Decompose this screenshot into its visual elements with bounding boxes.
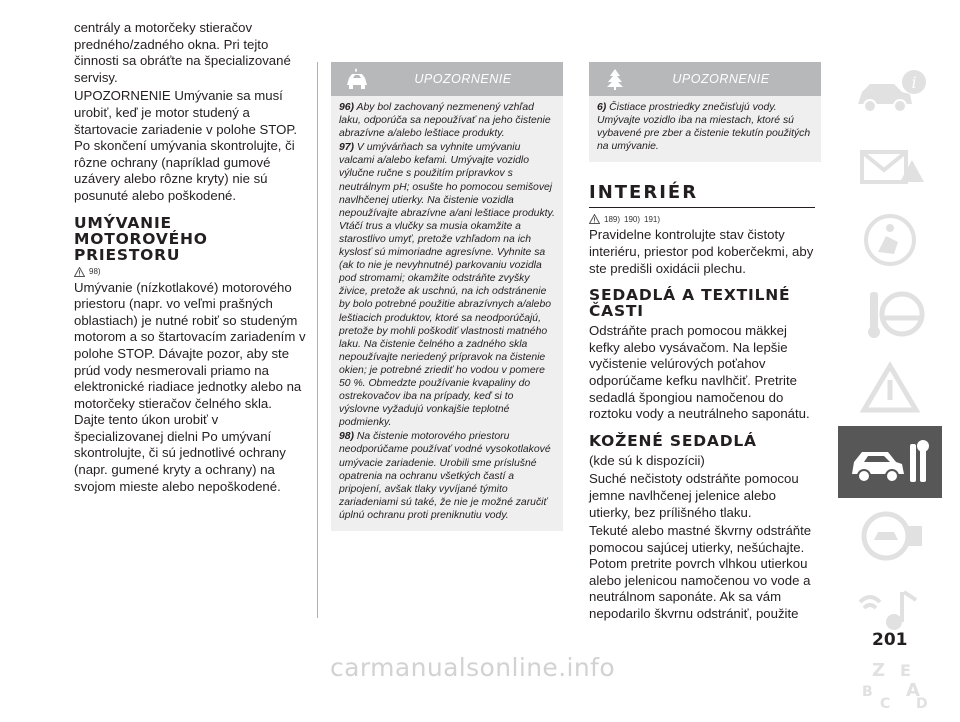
car-specs-icon [850, 508, 930, 564]
svg-text:D: D [916, 696, 928, 712]
warning-item-number: 96) [339, 102, 355, 113]
tab-dashboard-warnings[interactable] [838, 130, 942, 202]
tab-starting-driving[interactable] [838, 278, 942, 350]
car-fire-warning-icon [331, 67, 383, 91]
tab-maintenance[interactable] [838, 426, 942, 498]
reference-number: 191) [644, 214, 661, 224]
svg-text:C: C [880, 696, 891, 712]
warning-box [331, 62, 563, 531]
warning-item-text: Čistiace prostriedky znečisťujú vody. Umývajte vozidlo iba na miestach, ktoré sú vybavené pre zber a čistenie tekutín použitých na umývanie. [597, 102, 811, 153]
main-title-interior: INTERIÉR [589, 182, 815, 208]
car-info-icon [850, 64, 930, 120]
warning-item [339, 141, 555, 429]
warning-item-number: 98) [339, 431, 355, 443]
reference-number: 190) [624, 214, 641, 224]
left-column [74, 20, 306, 497]
warning-header [589, 62, 821, 96]
svg-text:E: E [900, 661, 911, 680]
warning-item-number: 97) [339, 142, 355, 154]
intro-paragraph: UPOZORNENIE Umývanie sa musí urobiť, keď je motor studený a štartovacie zariadenie v polohe STOP. Po skončení umývania skontrolujte, či rôzne ochrany (napríklad gumové uzávery alebo rôzne kryty) nie sú posunuté alebo poškodené. [74, 88, 298, 203]
car-wrench-icon [848, 434, 932, 490]
warning-item-text: V umývárňach sa vyhnite umývaniu valcami a/alebo kefami. Umývajte vozidlo výlučne ručne s použitím prípravkov s neutrálnym pH; osušte ho pomocou semišovej navlhčenej utierky. Na čistenie vozidla nepoužívajte abrazívne a/ani leštiace produkty. Vtáčí trus a vlučky sa musia okamžite a starostlivo umyť, pretože vzhľadom na ich kyslosť sú mimoriadne agresívne. Vyhnite sa (ak to nie je nevyhnutné) parkovaniu vozidla pod stromami; okamžite odstráňte zvyšky živice, pretože ak uschnú, na ich odstránenie by bolo potrebné použitie abrazívnych a/alebo leštiacich produktov, ktoré sa neodporúčajú, pretože by mohli poškodiť vlastnosti matného laku. Na čistenie čelného a zadného skla nepoužívajte neriedený prípravok na čistenie okien; je potrebné zriediť ho vodou v pomere 50 %. Obmedzte používanie kvapaliny do ostrekovačov iba na prípady, keď si to výslovne vyžadujú vonkajšie teplotné podmienky. [339, 142, 555, 429]
tab-technical-data[interactable] [838, 500, 942, 572]
key-steering-wheel-icon [850, 286, 930, 342]
interior-text [589, 227, 821, 277]
envelope-warning-icon [850, 138, 930, 194]
tree-warning-icon [589, 67, 641, 91]
svg-text:A: A [906, 680, 920, 701]
warning-triangle-icon [74, 267, 85, 277]
intro-paragraph: centrály a motorčeky stieračov predného/zadného okna. Pri tejto činnosti sa obráťte na špecializované servisy. [74, 20, 291, 85]
warning-triangle-wrench-icon [850, 360, 930, 416]
reference-number: 189) [604, 214, 621, 224]
warning-title: UPOZORNENIE [414, 72, 512, 86]
alphabet-index-icon [850, 656, 930, 712]
section-title-seats: SEDADLÁ A TEXTILNÉ ČASTI [589, 286, 791, 321]
warning-item [339, 430, 555, 522]
seats-text [589, 323, 821, 423]
section-paragraph: Umývanie (nízkotlakové) motorového priestoru (napr. vo veľmi prašných oblastiach) je nutné robiť so studeným motorom a so štartovacím zariadením v polohe STOP. Dávajte pozor, aby ste prúd vody nesmerovali priamo na elektronické riadiace jednotky alebo na motorčeky stieračov čelného skla. Dajte tento úkon urobiť v špecializovanej dielni Po umývaní skontrolujte, či sú jednotlivé ochrany (napr. gumené kryty a ochrany) na svojom mieste alebo nepoškodené. [74, 279, 306, 494]
warning-item [597, 101, 813, 153]
warning-item [339, 101, 555, 140]
svg-text:i: i [911, 73, 917, 92]
tab-car-info[interactable] [838, 56, 942, 128]
reference-number: 98) [89, 267, 101, 277]
warning-body [589, 96, 821, 162]
reference-marks [589, 214, 821, 224]
warning-box [589, 62, 821, 162]
tab-safety[interactable] [838, 204, 942, 276]
watermark: carmanualsonline.info [330, 653, 616, 682]
warning-triangle-icon [589, 214, 600, 224]
tab-emergency[interactable] [838, 352, 942, 424]
section-title-engine-wash: UMÝVANIE MOTOROVÉHO PRIESTORU [74, 213, 208, 264]
warning-title: UPOZORNENIE [672, 72, 770, 86]
interior-paragraph: Pravidelne kontrolujte stav čistoty interiéru, priestor pod koberčekmi, aby ste predišli oxidácii plechu. [589, 227, 814, 276]
middle-column [331, 62, 563, 531]
engine-wash-text [74, 280, 306, 496]
section-title-leather-seats: KOŽENÉ SEDADLÁ [589, 431, 757, 450]
svg-text:Z: Z [872, 660, 886, 681]
warning-item-text: Na čistenie motorového priestoru neodporúčame používať vodné vysokotlakové umývacie zariadenie. Urobili sme príslušné opatrenia na ochranu všetkých častí a pripojení, avšak tlaky vyvíjané týmito zariadeniami sú také, že nie je možné zaručiť úplnú ochranu proti preniknutiu vody. [339, 431, 551, 521]
airbag-person-icon [850, 212, 930, 268]
tab-index[interactable] [838, 648, 942, 720]
svg-text:B: B [862, 684, 873, 700]
column-divider [317, 62, 318, 618]
right-column [589, 62, 821, 625]
seats-paragraph: Odstráňte prach pomocou mäkkej kefky alebo vysávačom. Na lepšie vyčistenie velúrových poťahov odporúčame kefku navlhčiť. Pretrite sedadlá špongiou namočenou do roztoku vody a neutrálneho saponátu. [589, 323, 810, 422]
intro-text [74, 20, 306, 205]
leather-paragraph: Suché nečistoty odstráňte pomocou jemne navlhčenej jelenice alebo utierky, bez prílišného tlaku. [589, 471, 799, 520]
warning-header [331, 62, 563, 96]
page-number: 201 [872, 630, 908, 650]
chapter-sidebar [838, 56, 942, 722]
warning-item-text: Aby bol zachovaný nezmenený vzhľad laku, odporúča sa nepoužívať na jeho čistenie abrazívne a/alebo leštiace produkty. [339, 102, 551, 140]
leather-subtitle: (kde sú k dispozícii) [589, 452, 705, 468]
warning-item-number: 6) [597, 102, 607, 113]
reference-marks [74, 267, 306, 277]
leather-text [589, 453, 821, 623]
leather-paragraph: Tekuté alebo mastné škvrny odstráňte pomocou sajúcej utierky, nešúchajte. Potom pretrite povrch vlhkou utierkou alebo jelenicou namočenou vo vode a neutrálnom saponáte. Ak sa vám nepodarilo škvrnu odstrániť, použite [589, 523, 812, 622]
warning-body [331, 96, 563, 531]
